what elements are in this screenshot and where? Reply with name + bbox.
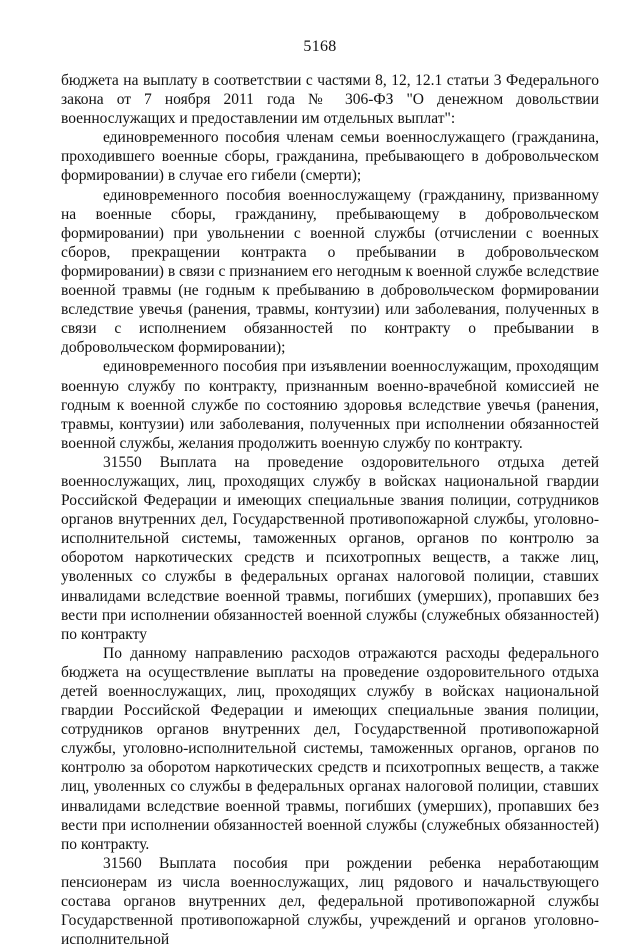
paragraph-budget-intro: бюджета на выплату в соответствии с частями 8, 12, 12.1 статьи 3 Федерального закона от 7 ноября 2011 года № 306-ФЗ "О денежном довольствии военнослужащих и предоставлении им отдельных выплат": <box>61 72 599 128</box>
paragraph-continuation-allowance: единовременного пособия при изъявлении военнослужащим, проходящим военную службу по контракту, признанным военно-врачебной комиссией не годным к военной службе по состоянию здоровья вследствие увечья (ранения, травмы, контузии) или заболевания, полученных при исполнении обязанностей военной службы, желания продолжить военную службу по контракту. <box>61 358 599 452</box>
page-number: 5168 <box>303 38 337 55</box>
paragraph-31550-description: По данному направлению расходов отражаются расходы федерального бюджета на осуществление выплаты на проведение оздоровительного отдыха детей военнослужащих, лиц, проходящих службу в войсках национальной гвардии Российской Федерации и имеющих специальные звания полиции, сотрудников органов внутренних дел, Государственной противопожарной службы, уголовно-исполнительной системы, таможенных органов, органов по контролю за оборотом наркотических средств и психотропных веществ, а также лиц, уволенных со службы в федеральных органах налоговой полиции, ставших инвалидами вследствие военной травмы, погибших (умерших), пропавших без вести при исполнении обязанностей военной службы (служебных обязанностей) по контракту. <box>61 644 599 853</box>
paragraph-31560-heading: 31560 Выплата пособия при рождении ребенка неработающим пенсионерам из числа военнослужащих, лиц рядового и начальствующего состава органов внутренних дел, федеральной противопожарной службы Государственной противопожарной службы, учреждений и органов уголовно-исполнительной <box>61 854 599 949</box>
document-body <box>61 71 599 949</box>
paragraph-discharge-allowance: единовременного пособия военнослужащему (гражданину, призванному на военные сборы, гражданину, пребывающему в добровольческом формировании) при увольнении с военной службы (отчислении с военных сборов, прекращении контракта о пребывании в добровольческом формировании) в связи с признанием его негодным к военной службе вследствие военной травмы (не годным к пребыванию в добровольческом формировании вследствие увечья (ранения, травмы, контузии) или заболевания, полученных в связи с исполнением обязанностей по контракту о пребывании в добровольческом формировании); <box>61 186 599 357</box>
paragraph-31550-heading: 31550 Выплата на проведение оздоровительного отдыха детей военнослужащих, лиц, проходящих службу в войсках национальной гвардии Российской Федерации и имеющих специальные звания полиции, сотрудников органов внутренних дел, Государственной противопожарной службы, уголовно-исполнительной системы, таможенных органов, органов по контролю за оборотом наркотических средств и психотропных веществ, а также лиц, уволенных со службы в федеральных органах налоговой полиции, ставших инвалидами вследствие военной травмы, погибших (умерших), пропавших без вести при исполнении обязанностей военной службы (служебных обязанностей) по контракту <box>61 453 599 643</box>
paragraph-family-allowance: единовременного пособия членам семьи военнослужащего (гражданина, проходившего военные сборы, гражданина, пребывающего в добровольческом формировании) в случае его гибели (смерти); <box>61 129 599 185</box>
